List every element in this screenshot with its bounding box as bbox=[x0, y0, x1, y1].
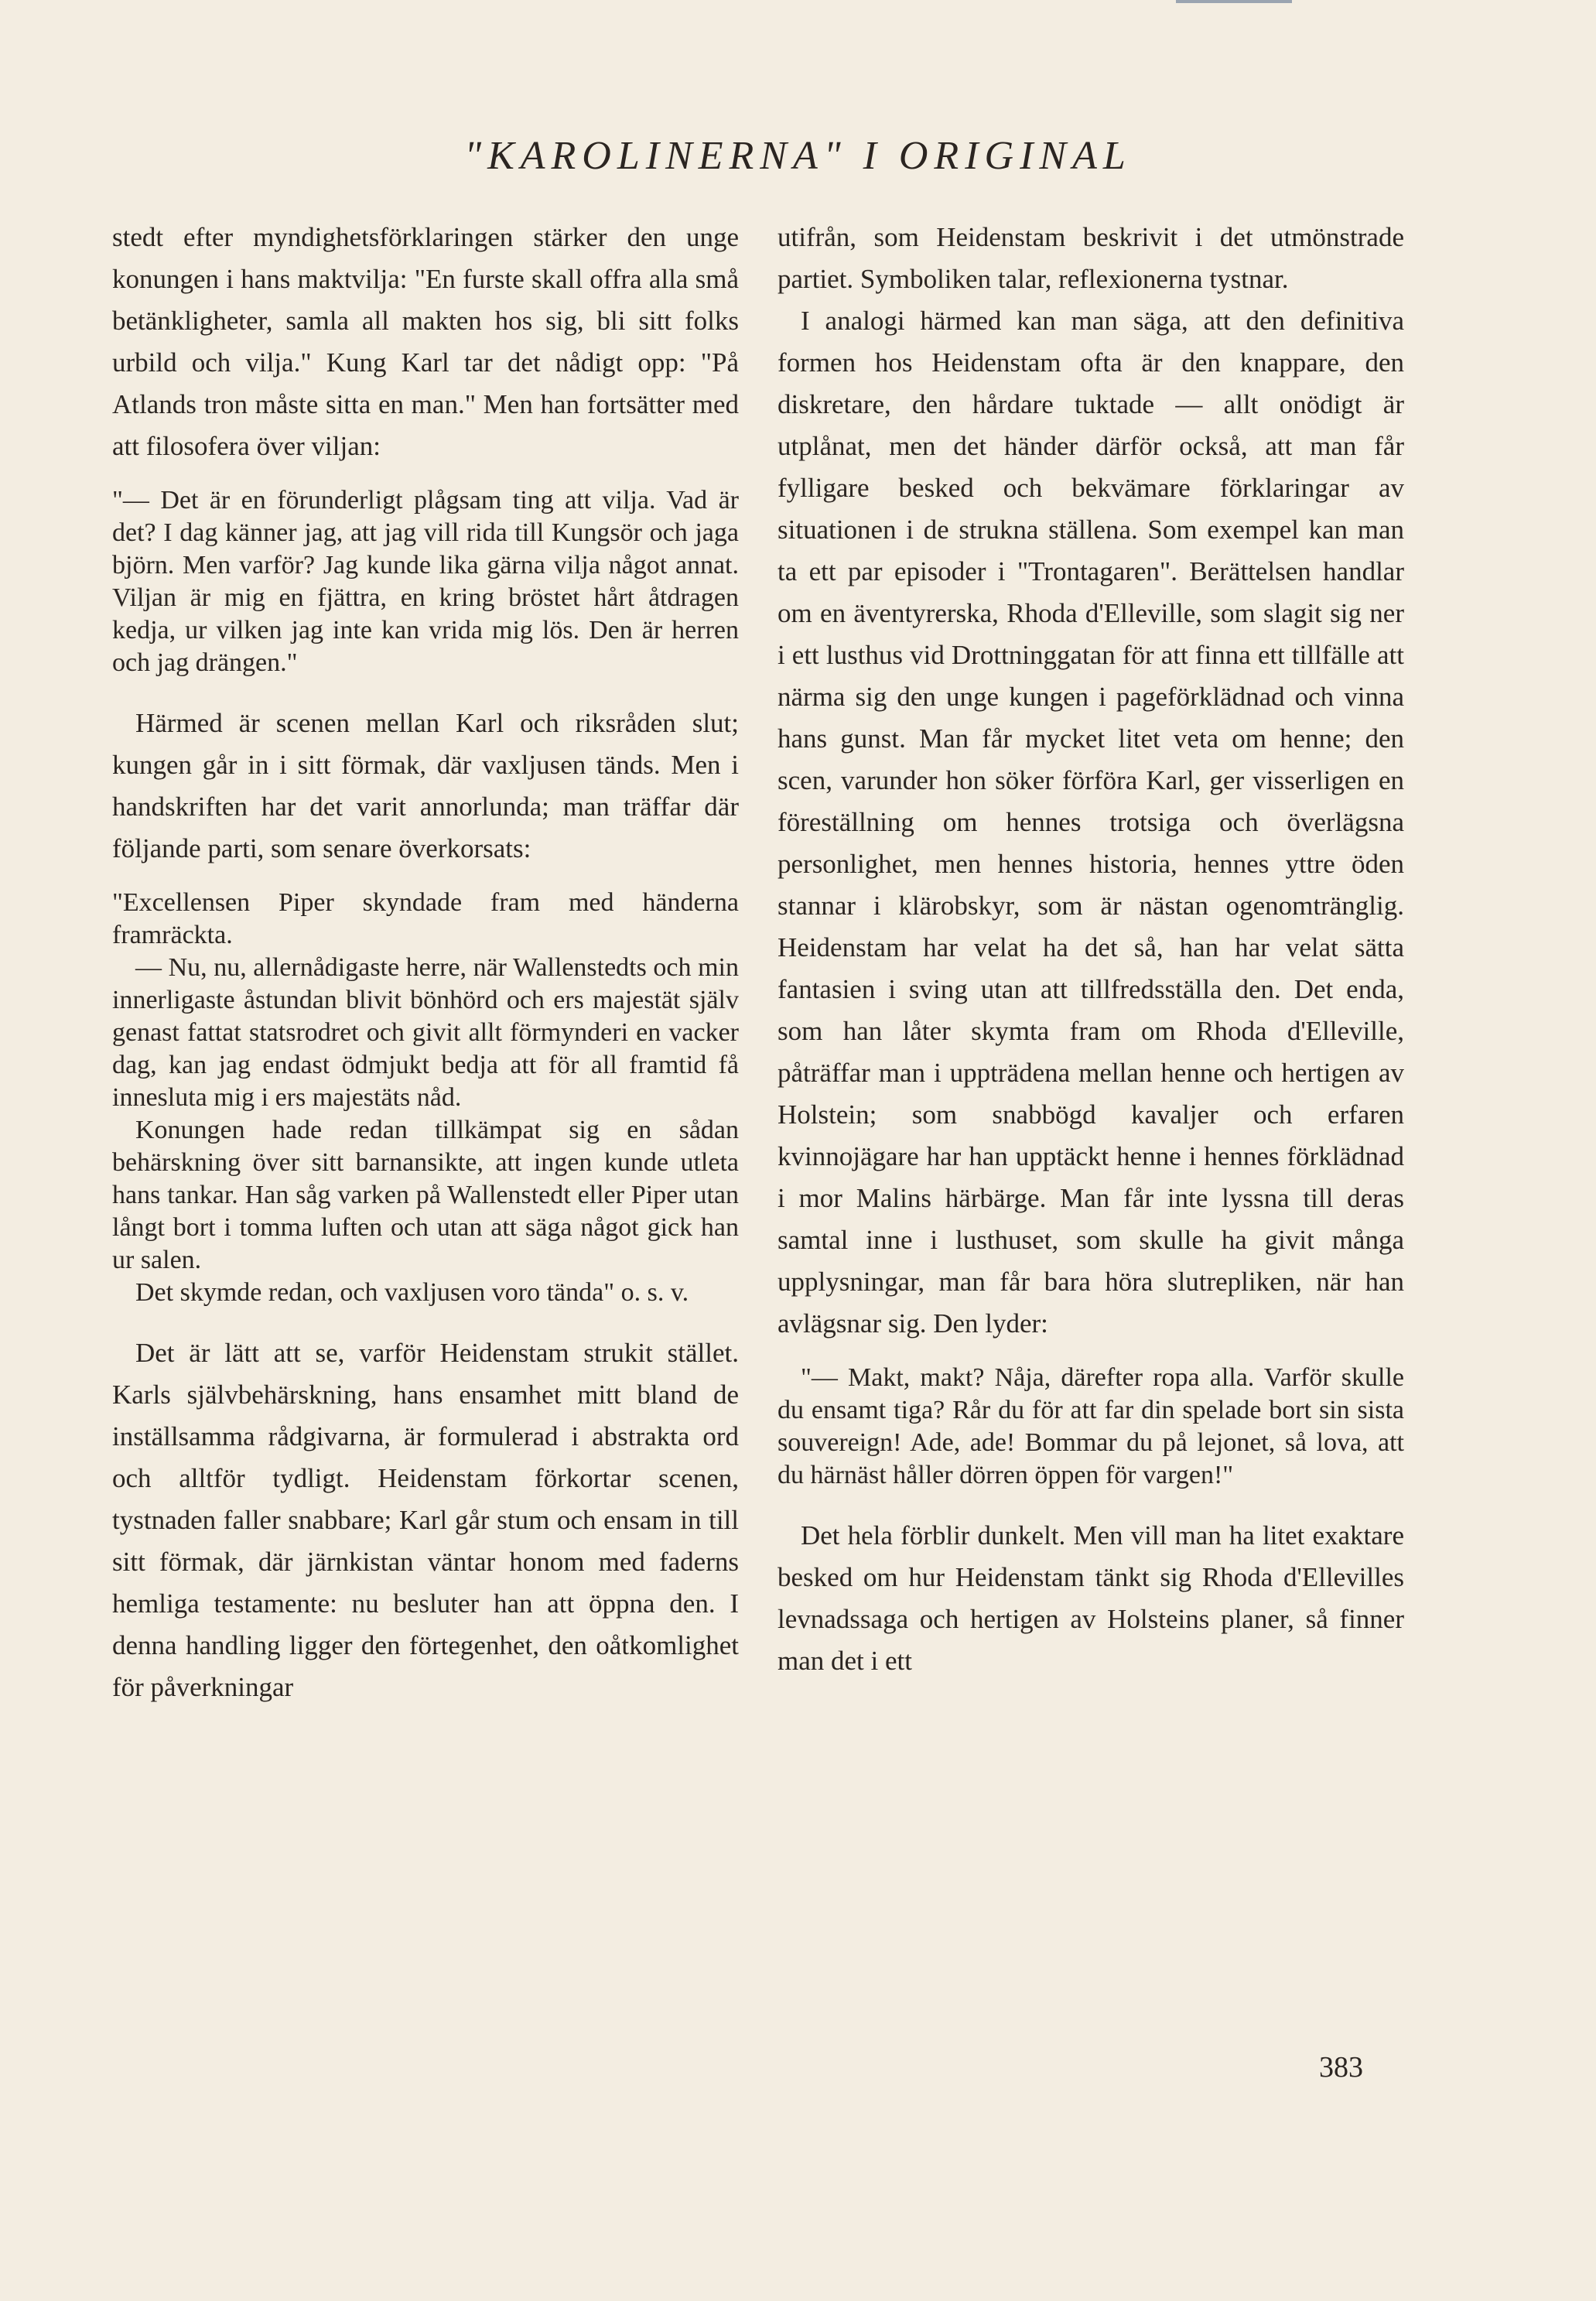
left-quote-2b: — Nu, nu, allernådigaste herre, när Wallenstedts och min innerligaste åstundan blivit bönhörd och ers majestät själv genast fattat statsrodret och givit allt förmynderi en vacker dag, kan jag endast ödmjukt bedja att för all framtid få innesluta mig i ers majestäts nåd. bbox=[112, 953, 739, 1112]
scan-edge-mark bbox=[1176, 0, 1292, 3]
left-column bbox=[112, 217, 739, 1708]
left-paragraph-3: Det är lätt att se, varför Heidenstam strukit stället. Karls självbehärskning, hans ensamhet mitt bland de inställsamma rådgivarna, är formulerad i abstrakta ord och alltför tydligt. Heidenstam förkortar scenen, tystnaden faller snabbare; Karl går stum och ensam in till sitt förmak, där järnkistan väntar honom med faderns hemliga testamente: nu besluter han att öppna den. I denna handling ligger den förtegenhet, den oåtkomlighet för påverkningar bbox=[112, 1338, 739, 1702]
left-paragraph-1: stedt efter myndighetsförklaringen stärker den unge konungen i hans maktvilja: "En furste skall offra alla små betänkligheter, samla all makten hos sig, bli sitt folks urbild och vilja." Kung Karl tar det nådigt opp: "På Atlands tron måste sitta en man." Men han fortsätter med att filosofera över viljan: bbox=[112, 222, 739, 461]
left-quote-2d: Det skymde redan, och vaxljusen voro tända" o. s. v. bbox=[135, 1278, 689, 1307]
page-number: 383 bbox=[1319, 2051, 1363, 2084]
right-paragraph-1: utifrån, som Heidenstam beskrivit i det utmönstrade partiet. Symboliken talar, reflexionerna tystnar. bbox=[777, 222, 1404, 294]
left-quote-2c: Konungen hade redan tillkämpat sig en sådan behärskning över sitt barnansikte, att ingen kunde utleta hans tankar. Han såg varken på Wallenstedt eller Piper utan långt bort i tomma luften och utan att säga något gick han ur salen. bbox=[112, 1116, 739, 1274]
left-quote-1: "— Det är en förunderligt plågsam ting att vilja. Vad är det? I dag känner jag, att jag vill rida till Kungsör och jaga björn. Men varför? Jag kunde lika gärna vilja något annat. Viljan är mig en fjättra, en kring bröstet hårt åtdragen kedja, ur vilken jag inte kan vrida mig lös. Den är herren och jag drängen." bbox=[112, 486, 739, 677]
right-paragraph-3: Det hela förblir dunkelt. Men vill man ha litet exaktare besked om hur Heidenstam tänkt sig Rhoda d'Ellevilles levnadssaga och hertigen av Holsteins planer, så finner man det i ett bbox=[777, 1520, 1404, 1676]
right-quote-1: "— Makt, makt? Nåja, därefter ropa alla. Varför skulle du ensamt tiga? Rår du för att far din spelade bort sin sista souvereign! Ade, ade! Bommar du på lejonet, så lova, att du härnäst håller dörren öppen för vargen!" bbox=[777, 1363, 1404, 1489]
left-quote-2a: "Excellensen Piper skyndade fram med händerna framräckta. bbox=[112, 888, 739, 949]
right-column bbox=[777, 217, 1404, 1682]
right-paragraph-2: I analogi härmed kan man säga, att den definitiva formen hos Heidenstam ofta är den knappare, den diskretare, den hårdare tuktade — allt onödigt är utplånat, men det händer därför också, att man får fylligare besked och bekvämare förklaringar av situationen i de strukna ställena. Som exempel kan man ta ett par episoder i "Trontagaren". Berättelsen handlar om en äventyrerska, Rhoda d'Elleville, som slagit sig ner i ett lusthus vid Drottninggatan för att finna ett tillfälle att närma sig den unge kungen i pageförklädnad och vinna hans gunst. Man får mycket litet veta om henne; den scen, varunder hon söker förföra Karl, ger visserligen en föreställning om hennes trotsiga och överlägsna personlighet, men hennes historia, hennes yttre öden stannar i klärobskyr, som är nästan ogenomtränglig. Heidenstam har velat ha det så, han har velat sätta fantasien i sving utan att tillfredsställa den. Det enda, som han låter skymta fram om Rhoda d'Elleville, påträffar man i uppträdena mellan henne och hertigen av Holstein; som snabbögd kavaljer och erfaren kvinnojägare har han upptäckt henne i hennes förklädnad i mor Malins härbärge. Man får inte lyssna till deras samtal inne i lusthuset, som skulle ha givit många upplysningar, man får bara höra slutrepliken, när han avlägsnar sig. Den lyder: bbox=[777, 306, 1404, 1339]
left-paragraph-2: Härmed är scenen mellan Karl och riksråden slut; kungen går in i sitt förmak, där vaxljusen tänds. Men i handskriften har det varit annorlunda; man träffar där följande parti, som senare överkorsats: bbox=[112, 708, 739, 863]
running-title: "KAROLINERNA" I ORIGINAL bbox=[464, 134, 1132, 178]
